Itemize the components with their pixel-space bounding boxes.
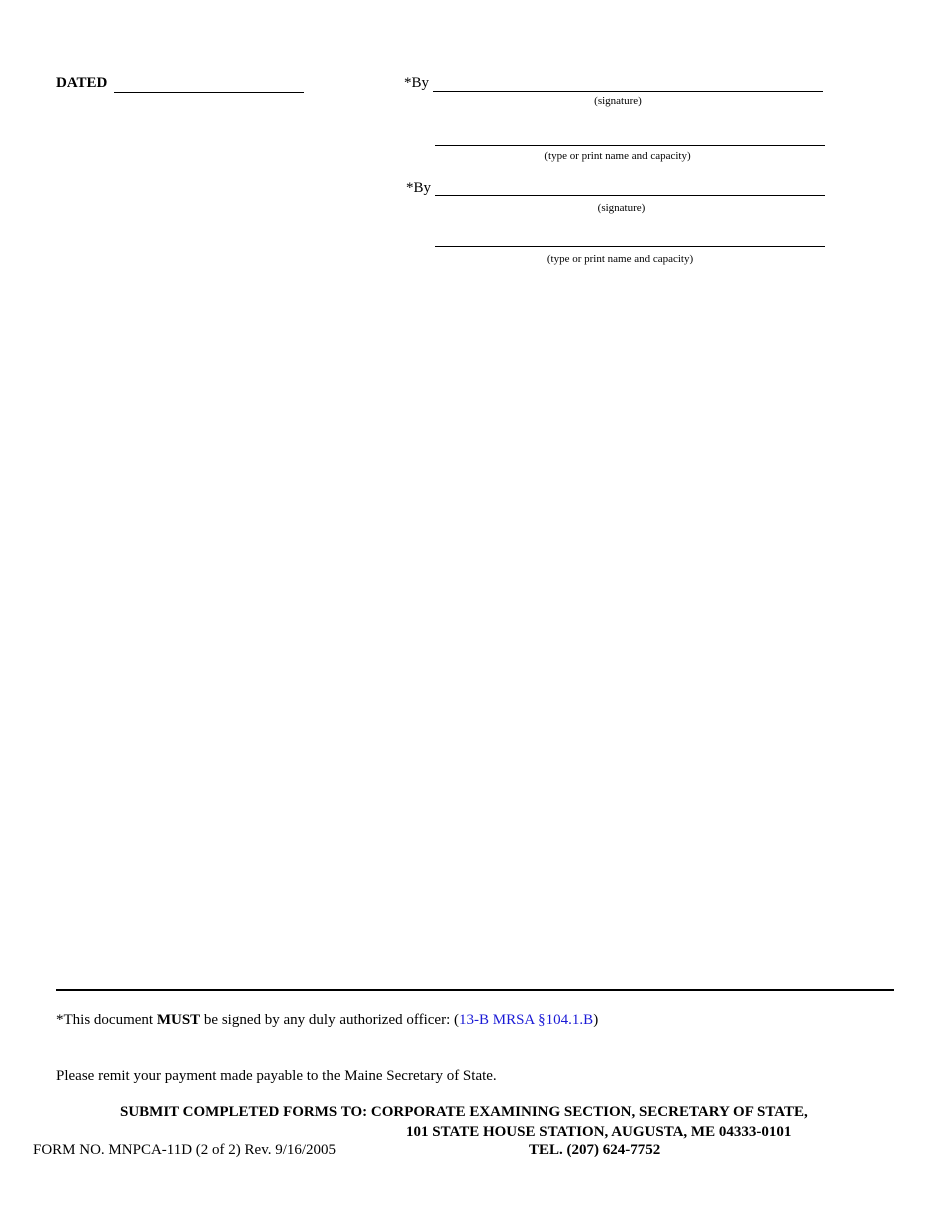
footnote-middle: be signed by any duly authorized officer: ( xyxy=(200,1012,459,1028)
signer-1-signature-caption: (signature) xyxy=(594,95,642,107)
footer-divider xyxy=(56,989,894,991)
signer-1-signature-line[interactable] xyxy=(433,91,823,92)
footnote-suffix: ) xyxy=(593,1012,599,1028)
signer-2-signature-caption: (signature) xyxy=(597,202,646,214)
signer-1-name-caption: (type or print name and capacity) xyxy=(544,150,691,162)
signer-1-name-line[interactable] xyxy=(435,145,825,146)
footnote-emphasis: MUST xyxy=(156,1012,201,1028)
signer-2-name-line[interactable] xyxy=(435,246,825,247)
payment-instructions: Please remit your payment made payable to the Maine Secretary of State. xyxy=(56,1068,497,1084)
statute-link[interactable]: 13-B MRSA §104.1.B xyxy=(458,1012,594,1028)
signature-requirement-note xyxy=(56,1012,598,1029)
dated-label: DATED xyxy=(56,75,108,91)
dated-field-line[interactable] xyxy=(114,92,304,93)
submit-address-line-2: 101 STATE HOUSE STATION, AUGUSTA, ME 04333-0101 xyxy=(406,1124,792,1140)
submit-phone: TEL. (207) 624-7752 xyxy=(529,1142,661,1158)
signer-2-signature-line[interactable] xyxy=(435,195,825,196)
signer-2-name-caption: (type or print name and capacity) xyxy=(546,253,694,265)
signer-2-by-label: *By xyxy=(406,180,432,196)
form-number: FORM NO. MNPCA-11D (2 of 2) Rev. 9/16/2005 xyxy=(33,1142,337,1158)
signer-1-by-label: *By xyxy=(404,75,430,91)
submit-address-line-1: SUBMIT COMPLETED FORMS TO: CORPORATE EXAMINING SECTION, SECRETARY OF STATE, xyxy=(120,1104,808,1120)
footnote-prefix: *This document xyxy=(56,1012,157,1028)
